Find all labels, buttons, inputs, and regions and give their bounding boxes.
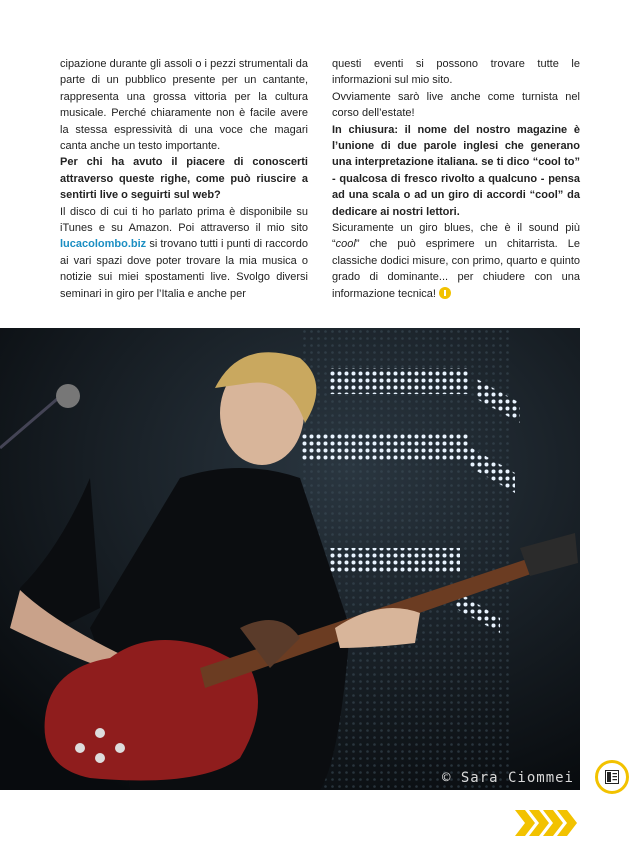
body-paragraph — [60, 204, 308, 302]
article-column-right — [332, 56, 580, 302]
body-paragraph: cipazione durante gli assoli o i pezzi strumentali da parte di un pubblico presente per un cantante, rappresenta una grossa vittoria per la cultura musicale. Perché chiaramente non è facile avere la stessa espressività di una voce che magari canta anche un testo importante. — [60, 58, 308, 153]
interview-question: Per chi ha avuto il piacere di conoscerti attraverso queste righe, come può riuscire a sentirti live o seguirti sul web? — [60, 156, 308, 202]
article-column-left — [60, 56, 308, 302]
concert-photo — [0, 328, 580, 790]
body-text: Il disco di cui ti ho parlato prima è disponibile su iTunes e su Amazon. Poi attraverso il mio sito — [60, 205, 308, 235]
page-menu-icon — [605, 770, 619, 784]
interview-question: In chiusura: il nome del nostro magazine è l’unione di due parole inglesi che generano una interpretazione italiana. se ti dico “cool to” - qualcosa di fresco rivolto a qualcuno - pensa ad una scala o ad un giro di accordi “cool” da dedicare ai nostri lettori. — [332, 123, 580, 218]
body-text: ” che può esprimere un chitarrista. Le classiche dodici misure, con primo, quarto e quinto grado di dominante... per chiudere con una informazione tecnica! — [332, 238, 580, 300]
emphasis-text: cool — [335, 238, 356, 251]
body-paragraph — [332, 220, 580, 302]
body-text: Sicuramente un giro blues, che è il sound più “ — [332, 222, 580, 251]
guitarist-illustration — [0, 328, 580, 790]
body-text: si trovano tutti i punti di raccordo ai vari spazi dove poter trovare la mia musica o notizie sui miei spostamenti live. Svolgo diversi seminari in giro per l’Italia e anche per — [60, 238, 309, 300]
photo-credit: © Sara Ciommei — [441, 770, 574, 786]
next-page-chevrons-icon[interactable] — [515, 810, 579, 836]
info-dot-icon — [439, 287, 451, 299]
page-menu-button[interactable] — [595, 760, 629, 794]
website-link[interactable]: lucacolombo.biz — [60, 238, 147, 251]
body-paragraph: Ovviamente sarò live anche come turnista nel corso dell’estate! — [332, 90, 580, 120]
body-paragraph: questi eventi si possono trovare tutte le informazioni sul mio sito. — [332, 58, 580, 87]
